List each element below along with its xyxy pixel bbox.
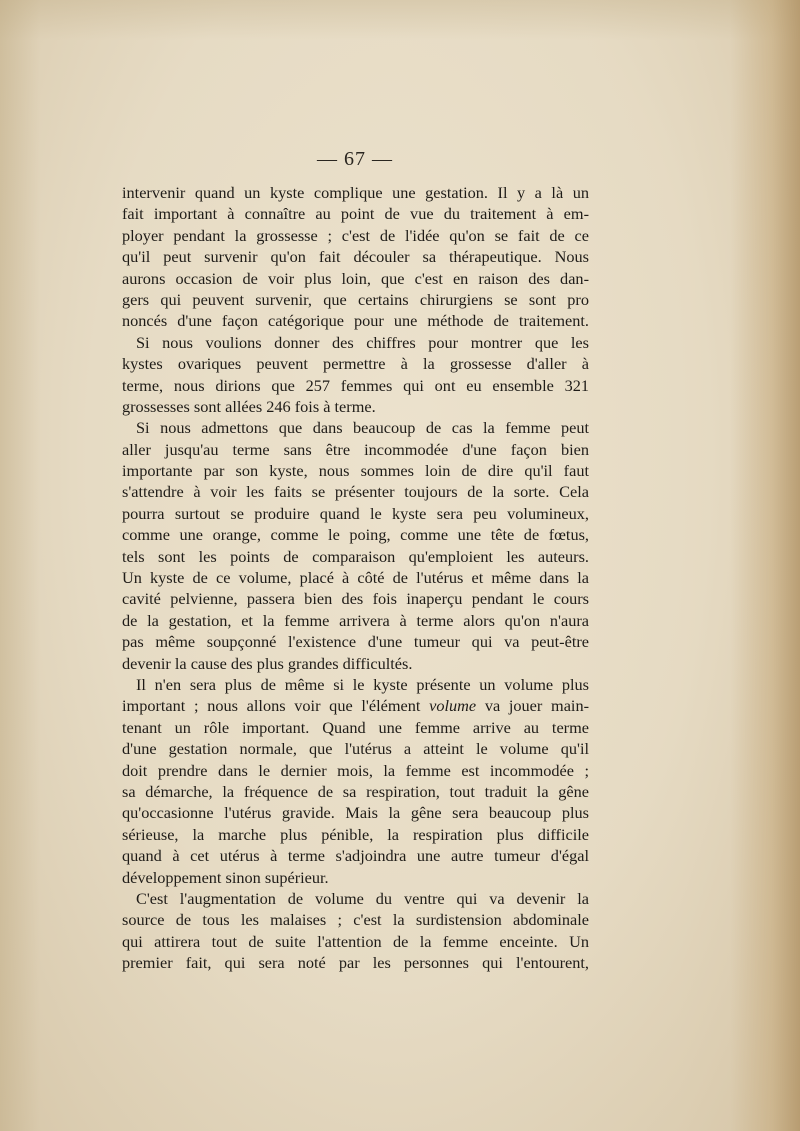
page-edge-shadow-top xyxy=(0,0,800,40)
text-line: Si nous voulions donner des chiffres pour montrer que les xyxy=(136,332,589,352)
text-segment: important ; nous allons voir que l'élément xyxy=(122,696,421,716)
text-line: ployer pendant la grossesse ; c'est de l'idée qu'on se fait de ce xyxy=(122,225,589,245)
text-line: pourra surtout se produire quand le kyste sera peu volumineux, xyxy=(122,503,589,523)
text-line: cavité pelvienne, passera bien des fois inaperçu pendant le cours xyxy=(122,589,589,609)
text-line: Si nous admettons que dans beaucoup de cas la femme peut xyxy=(136,418,589,438)
page-number: — 67 — xyxy=(317,148,393,170)
text-line: intervenir quand un kyste complique une gestation. Il y a là un xyxy=(122,183,589,202)
text-line: importante par son kyste, nous sommes loin de dire qu'il faut xyxy=(122,461,589,481)
text-line: tels sont les points de comparaison qu'emploient les auteurs. xyxy=(122,546,589,566)
text-line: C'est l'augmentation de volume du ventre qui va devenir la xyxy=(136,888,589,908)
text-line: tenant un rôle important. Quand une femme arrive au terme xyxy=(122,717,589,737)
text-line: de la gestation, et la femme arrivera à terme alors qu'on n'aura xyxy=(122,610,589,630)
text-line: aurons occasion de voir plus loin, que c'est en raison des dan- xyxy=(122,268,589,288)
body-text xyxy=(122,182,589,973)
text-line: s'attendre à voir les faits se présenter toujours de la sorte. Cela xyxy=(122,482,589,502)
italic-word: volume xyxy=(429,696,477,716)
text-line: grossesses sont allées 246 fois à terme. xyxy=(122,396,376,416)
text-line: devenir la cause des plus grandes difficultés. xyxy=(122,653,413,673)
text-line: comme une orange, comme le poing, comme une tête de fœtus, xyxy=(122,525,589,545)
text-line: sa démarche, la fréquence de sa respiration, tout traduit la gêne xyxy=(122,781,589,801)
text-line: développement sinon supérieur. xyxy=(122,867,329,887)
text-line-with-italic xyxy=(122,695,589,716)
text-line: doit prendre dans le dernier mois, la femme est incommodée ; xyxy=(122,760,589,780)
text-line: kystes ovariques peuvent permettre à la grossesse d'aller à xyxy=(122,354,589,374)
text-line: fait important à connaître au point de vue du traitement à em- xyxy=(122,204,589,224)
text-line: premier fait, qui sera noté par les personnes qui l'entourent, xyxy=(122,953,589,973)
text-line: aller jusqu'au terme sans être incommodée d'une façon bien xyxy=(122,439,589,459)
text-line: sérieuse, la marche plus pénible, la respiration plus difficile xyxy=(122,824,589,844)
text-line: gers qui peuvent survenir, que certains chirurgiens se sont pro xyxy=(122,289,589,309)
text-line: Il n'en sera plus de même si le kyste présente un volume plus xyxy=(136,674,589,694)
text-line: noncés d'une façon catégorique pour une méthode de traitement. xyxy=(122,311,589,331)
text-line: d'une gestation normale, que l'utérus a atteint le volume qu'il xyxy=(122,739,589,759)
paragraph-1 xyxy=(122,182,589,332)
text-line: source de tous les malaises ; c'est la surdistension abdominale xyxy=(122,910,589,930)
text-line: terme, nous dirions que 257 femmes qui ont eu ensemble 321 xyxy=(122,375,589,395)
page-edge-yellowing-right xyxy=(730,0,800,1131)
paragraph-4 xyxy=(122,674,589,888)
paragraph-2 xyxy=(122,332,589,418)
text-line: qui attirera tout de suite l'attention de la femme enceinte. Un xyxy=(122,931,589,951)
paragraph-3 xyxy=(122,417,589,674)
text-segment: va jouer main- xyxy=(484,696,590,716)
text-line: Un kyste de ce volume, placé à côté de l'utérus et même dans la xyxy=(122,568,589,588)
text-line: qu'occasionne l'utérus gravide. Mais la gêne sera beaucoup plus xyxy=(122,803,589,823)
text-line: qu'il peut survenir qu'on fait découler sa thérapeutique. Nous xyxy=(122,247,589,267)
text-line: quand à cet utérus à terme s'adjoindra une autre tumeur d'égal xyxy=(122,846,589,866)
text-line: pas même soupçonné l'existence d'une tumeur qui va peut-être xyxy=(122,632,589,652)
paragraph-5 xyxy=(122,888,589,974)
